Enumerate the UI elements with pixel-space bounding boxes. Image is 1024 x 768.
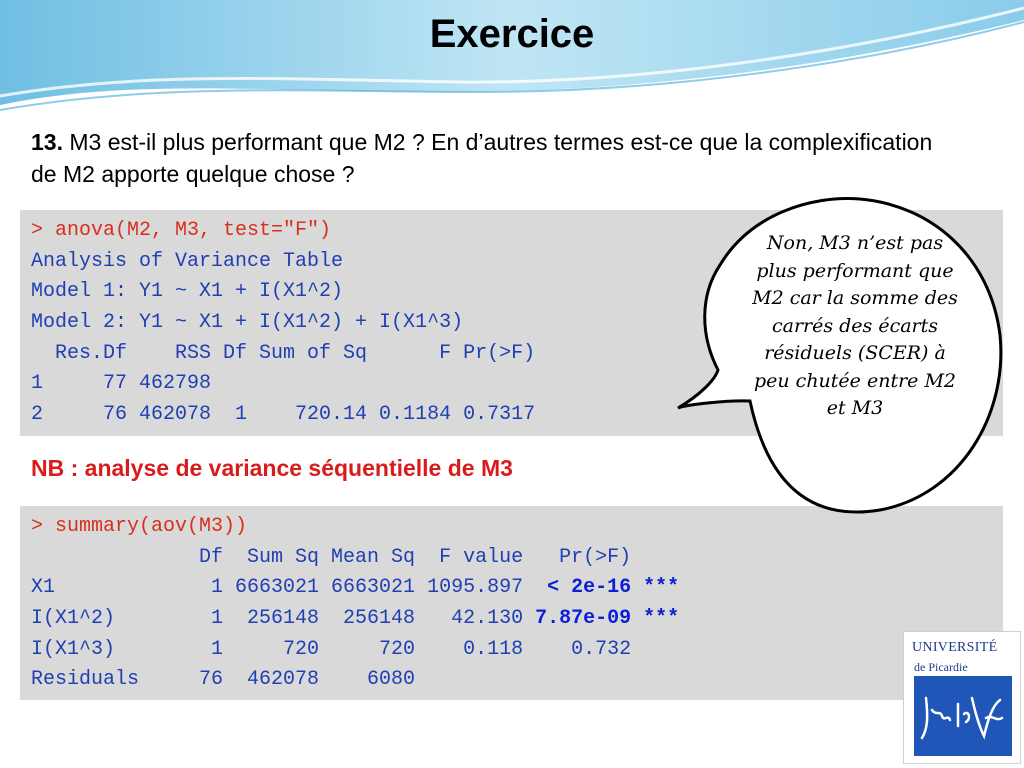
summary-table-row: X1 1 6663021 6663021 1095.897 < 2e-16 *** bbox=[31, 576, 680, 600]
callout-text: Non, M3 n’est pas plus performant que M2 car la somme des carrés des écarts résiduels (SCER) à peu chutée entre M2 et M3 bbox=[752, 232, 958, 419]
logo-signature-block bbox=[914, 676, 1012, 756]
summary-table-row: I(X1^2) 1 256148 256148 42.130 7.87e-09 *** bbox=[31, 607, 680, 631]
anova-line: Model 1: Y1 ~ X1 + I(X1^2) bbox=[31, 280, 344, 304]
anova-command: anova(M2, M3, test="F") bbox=[55, 219, 332, 242]
summary-table-row: Residuals 76 462078 6080 bbox=[31, 668, 416, 692]
question-text: M3 est-il plus performant que M2 ? En d’autres termes est-ce que la complexification de M2 apporte quelque chose ? bbox=[31, 129, 933, 187]
question-number: 13. bbox=[31, 129, 63, 155]
prompt: > bbox=[31, 219, 56, 242]
logo-region: de Picardie bbox=[914, 660, 968, 674]
anova-table-header: Res.Df RSS Df Sum of Sq F Pr(>F) bbox=[31, 341, 536, 365]
slide-title: Exercice bbox=[429, 12, 595, 56]
question bbox=[31, 126, 961, 190]
summary-command: summary(aov(M3)) bbox=[55, 515, 248, 538]
summary-output-block bbox=[20, 506, 1003, 700]
significance-value: < 2e-16 *** bbox=[535, 576, 680, 600]
anova-line: Analysis of Variance Table bbox=[31, 249, 344, 273]
logo-university: UNIVERSITÉ bbox=[912, 640, 998, 655]
prompt: > bbox=[31, 515, 56, 538]
summary-table-row: I(X1^3) 1 720 720 0.118 0.732 bbox=[31, 637, 632, 661]
anova-table-row: 2 76 462078 1 720.14 0.1184 0.7317 bbox=[31, 403, 536, 427]
nb-note: NB : analyse de variance séquentielle de M3 bbox=[31, 455, 513, 481]
anova-table-row: 1 77 462798 bbox=[31, 372, 212, 396]
significance-value: 7.87e-09 *** bbox=[535, 607, 680, 631]
logo-signature bbox=[914, 676, 1012, 756]
university-logo bbox=[903, 631, 1021, 764]
anova-line: Model 2: Y1 ~ X1 + I(X1^2) + I(X1^3) bbox=[31, 311, 464, 335]
summary-table-header: Df Sum Sq Mean Sq F value Pr(>F) bbox=[31, 545, 632, 569]
